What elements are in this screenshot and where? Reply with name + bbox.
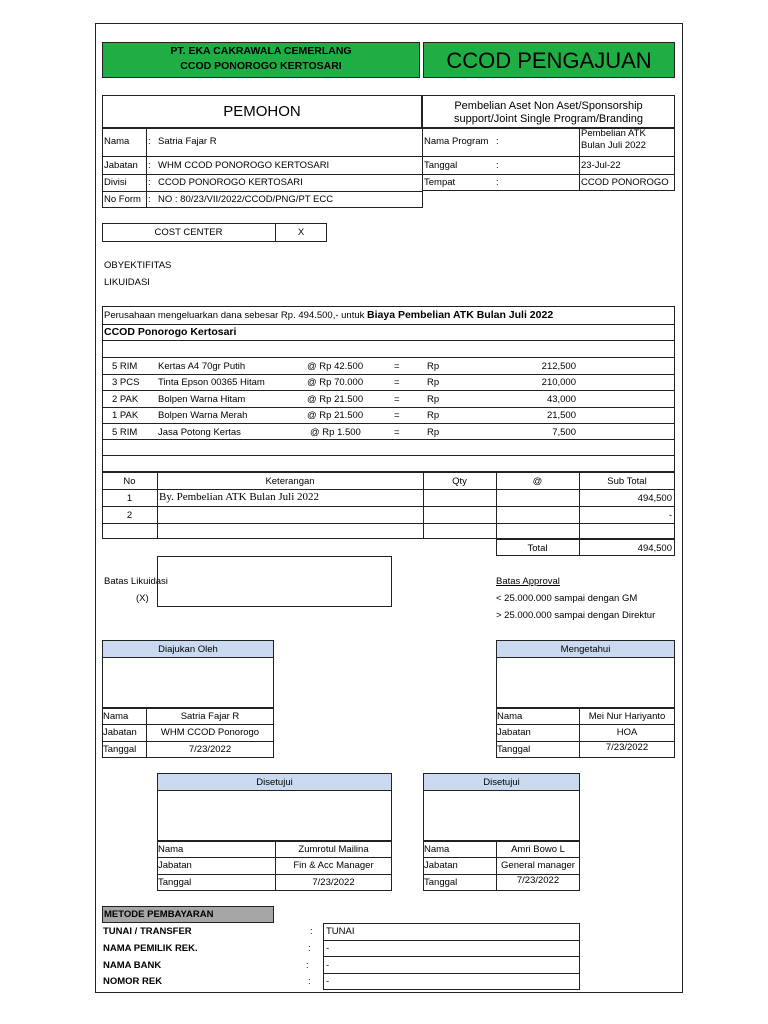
nama-value: Satria Fajar R: [158, 136, 217, 147]
pemohon-desc-box: [422, 95, 675, 128]
disetujui2-title: Disetujui: [483, 777, 520, 788]
disetujui1-tanggal: 7/23/2022: [312, 877, 355, 888]
disetujui2-sign-area: [423, 790, 580, 841]
tempat-value: CCOD PONOROGO: [581, 177, 669, 188]
disetujui1-sign-area: [157, 790, 392, 841]
branch-name: CCOD PONOROGO KERTOSARI: [180, 60, 342, 72]
description-bold: Biaya Pembelian ATK Bulan Juli 2022: [367, 309, 554, 321]
likuidasi-label: LIKUIDASI: [104, 277, 150, 288]
payment-method-value: TUNAI: [326, 926, 355, 937]
form-page: PT. EKA CAKRAWALA CEMERLANG CCOD PONOROGO KERTOSARI CCOD PENGAJUAN PEMOHON Pembelian Aset Non Aset/Sponsorship support/Joint Single Program/Branding Nama : Satria Fajar R Jabatan : WHM CCOD PONOROGO KERTOSARI Divisi : CCOD PONOROGO KERTOSARI No Form : NO : 80/23/VII/2022/CCOD/PNG/PT ECC Nama Program : Pembelian ATK Bulan Juli 2022 Tanggal : 23-Jul-22 Tempat : CCOD PONOROGO COST CENTER X OBYEKTIFITAS LIKUIDASI Perusahaan mengeluarkan dana sebesar Rp. 494.500,- untuk Biaya Pembelian ATK Bulan Juli 2022 CCOD Ponorogo Kertosari 5 RIM Kertas A4 70gr Putih @ Rp 42.500 = Rp 212,500 3 PCS Tinta Epson 00365 Hitam @ Rp 70.000 = Rp 210,000 2 PAK Bolpen Warna Hitam @ Rp 21.500 = Rp 43,000 1 PAK Bolpen Warna Merah @ Rp 21.500 = Rp 21,500 5 RIM Jasa Potong Kertas @ Rp 1.500 = Rp 7,500 No Keterangan Qty @ Sub Total 1 By. Pembelian ATK Bulan Juli 2022 494,500 2 - Total 494,500 Batas Likuidasi (X) Batas Approval < 25.000.000 sampai dengan GM > 25.000.000 sampai dengan Direktur Diajukan Oleh Nama Satria Fajar R Jabatan WHM CCOD Ponorogo Tanggal 7/23/2022 Mengetahui Nama Mei Nur Hariyanto Jabatan HOA Tanggal 7/23/2022 Disetujui Nama Zumrotul Mailina Jabatan Fin & Acc Manager Tanggal 7/23/2022 Disetujui Nama Amri Bowo L Jabatan General manager Tanggal 7/23/2022 METODE PEMBAYARAN TUNAI / TRANSFER : TUNAI NAMA PEMILIK REK. : - NAMA BANK : - NOMOR REK : -: [95, 23, 683, 993]
no-form-value: NO : 80/23/VII/2022/CCOD/PNG/PT ECC: [158, 194, 334, 205]
batas-x-mark: (X): [136, 593, 149, 604]
nama-label: Nama: [104, 136, 130, 147]
diajukan-nama: Satria Fajar R: [180, 711, 240, 722]
divisi-label: Divisi: [104, 177, 127, 188]
total-value: 494,500: [637, 543, 672, 554]
jabatan-value: WHM CCOD PONOROGO KERTOSARI: [158, 160, 330, 171]
description-line2: CCOD Ponorogo Kertosari: [104, 326, 237, 338]
disetujui2-tanggal: 7/23/2022: [516, 875, 560, 886]
doc-title: CCOD PENGAJUAN: [446, 48, 652, 73]
company-header: [102, 42, 420, 78]
pemohon-title: PEMOHON: [223, 103, 301, 120]
mengetahui-nama: Mei Nur Hariyanto: [588, 711, 666, 722]
batas-approval-line2: > 25.000.000 sampai dengan Direktur: [496, 610, 656, 621]
col-qty: Qty: [452, 476, 467, 487]
mengetahui-jabatan: HOA: [616, 727, 638, 738]
tempat-label: Tempat: [424, 177, 456, 188]
mengetahui-tanggal: 7/23/2022: [605, 742, 649, 753]
divisi-value: CCOD PONOROGO KERTOSARI: [158, 177, 303, 188]
nama-program-label: Nama Program: [424, 136, 489, 147]
col-subtotal: Sub Total: [607, 476, 647, 487]
diajukan-jabatan: WHM CCOD Ponorogo: [160, 727, 260, 738]
pemohon-desc-line1: Pembelian Aset Non Aset/Sponsorship: [454, 100, 643, 112]
tanggal-value: 23-Jul-22: [581, 160, 621, 171]
jabatan-label: Jabatan: [104, 160, 138, 171]
obyektifitas-label: OBYEKTIFITAS: [104, 260, 172, 271]
disetujui1-nama: Zumrotul Mailina: [298, 844, 369, 855]
disetujui1-jabatan: Fin & Acc Manager: [293, 860, 374, 871]
batas-approval-line1: < 25.000.000 sampai dengan GM: [496, 593, 638, 604]
payment-title: METODE PEMBAYARAN: [104, 909, 214, 920]
mengetahui-title: Mengetahui: [560, 644, 611, 655]
doc-title-box: [423, 42, 675, 78]
cost-center-label: COST CENTER: [154, 227, 223, 238]
nama-program-value-line2: Bulan Juli 2022: [581, 140, 646, 151]
company-name: PT. EKA CAKRAWALA CEMERLANG: [170, 45, 352, 57]
col-no: No: [123, 476, 136, 487]
diajukan-title: Diajukan Oleh: [158, 644, 218, 655]
pemohon-desc-line2: support/Joint Single Program/Branding: [454, 113, 643, 125]
pemohon-title-box: [102, 95, 422, 128]
payment-title-box: [102, 906, 274, 923]
no-form-label: No Form: [104, 194, 141, 205]
diajukan-sign-area: [102, 657, 274, 708]
description-line1: Perusahaan mengeluarkan dana sebesar Rp. 494.500,- untuk Biaya Pembelian ATK Bulan Juli 2022: [104, 309, 554, 321]
disetujui1-title: Disetujui: [256, 777, 293, 788]
diajukan-tanggal: 7/23/2022: [188, 744, 232, 755]
mengetahui-sign-area: [496, 657, 675, 708]
col-at: @: [532, 476, 543, 487]
tanggal-label: Tanggal: [424, 160, 458, 171]
total-label: Total: [527, 543, 548, 554]
batas-approval-title: Batas Approval: [496, 576, 560, 587]
disetujui2-jabatan: General manager: [501, 860, 575, 871]
nama-program-value-line1: Pembelian ATK: [581, 128, 646, 139]
col-keterangan: Keterangan: [265, 476, 315, 487]
batas-likuidasi-box: [157, 556, 392, 607]
cost-center-value: X: [297, 227, 305, 238]
batas-likuidasi-label: Batas Likuidasi: [104, 576, 168, 587]
disetujui2-nama: Amri Bowo L: [511, 844, 565, 855]
